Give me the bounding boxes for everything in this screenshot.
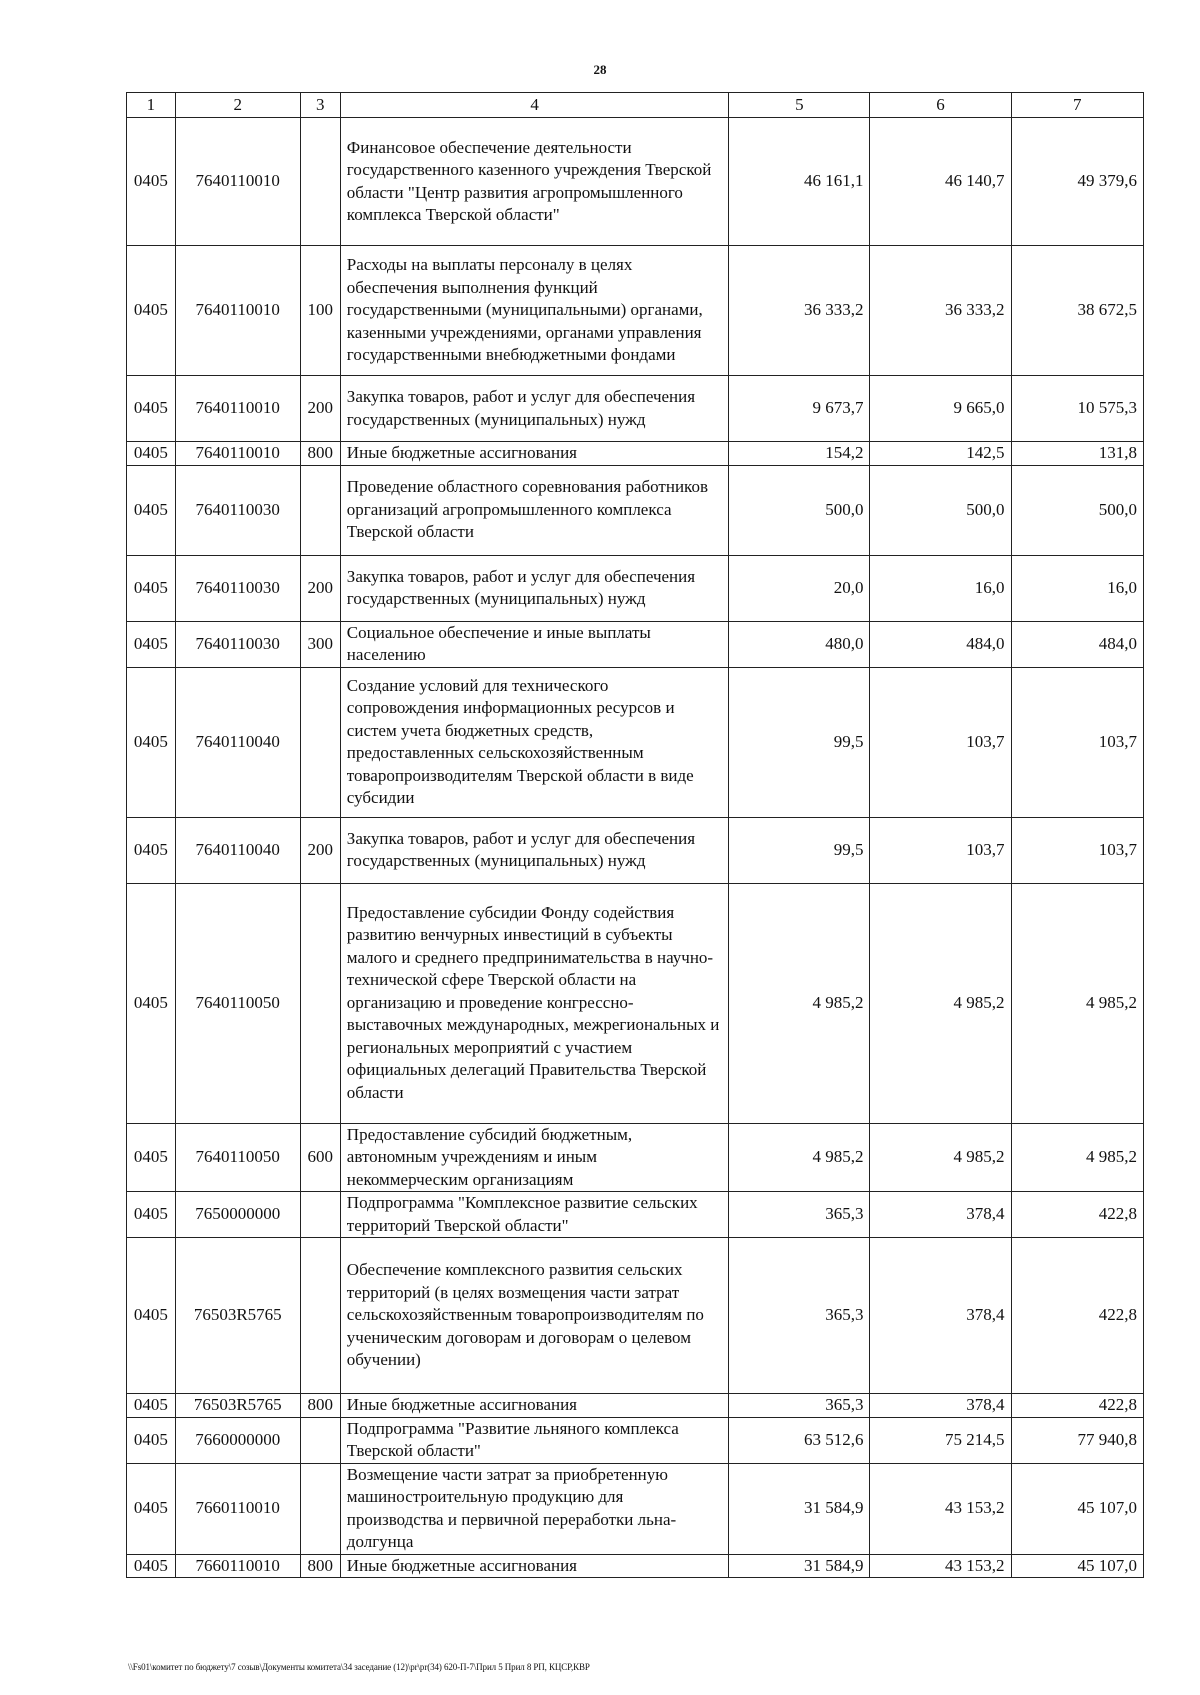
value-col6-cell: 378,4 [870, 1192, 1011, 1238]
value-col7-cell: 103,7 [1011, 667, 1143, 817]
target-code-cell: 7650000000 [175, 1192, 300, 1238]
value-col5-cell: 99,5 [729, 667, 870, 817]
value-col6-cell: 36 333,2 [870, 246, 1011, 376]
section-code-cell: 0405 [127, 817, 176, 883]
column-header: 5 [729, 93, 870, 118]
column-header: 6 [870, 93, 1011, 118]
table-row [127, 442, 1144, 466]
target-code-cell: 7640110040 [175, 817, 300, 883]
value-col6-cell: 500,0 [870, 465, 1011, 555]
table-row [127, 1417, 1144, 1463]
value-col6-cell: 43 153,2 [870, 1554, 1011, 1578]
value-col6-cell: 16,0 [870, 555, 1011, 621]
target-code-cell: 7640110010 [175, 442, 300, 466]
section-code-cell: 0405 [127, 667, 176, 817]
value-col6-cell: 4 985,2 [870, 1123, 1011, 1192]
value-col7-cell: 45 107,0 [1011, 1463, 1143, 1554]
column-header: 4 [340, 93, 729, 118]
target-code-cell: 7640110010 [175, 376, 300, 442]
table-row [127, 246, 1144, 376]
page-number: 28 [593, 62, 607, 77]
item-name-cell: Социальное обеспечение и иные выплаты населению [340, 621, 729, 667]
target-code-cell: 7660000000 [175, 1417, 300, 1463]
expense-type-cell: 800 [300, 1554, 340, 1578]
section-code-cell: 0405 [127, 246, 176, 376]
target-code-cell: 76503R5765 [175, 1394, 300, 1418]
value-col7-cell: 10 575,3 [1011, 376, 1143, 442]
column-header: 1 [127, 93, 176, 118]
value-col7-cell: 422,8 [1011, 1192, 1143, 1238]
section-code-cell: 0405 [127, 621, 176, 667]
expense-type-cell [300, 667, 340, 817]
value-col5-cell: 480,0 [729, 621, 870, 667]
section-code-cell: 0405 [127, 1394, 176, 1418]
table-row [127, 883, 1144, 1123]
value-col5-cell: 31 584,9 [729, 1554, 870, 1578]
expense-type-cell [300, 465, 340, 555]
budget-table [126, 92, 1144, 1578]
item-name-cell: Предоставление субсидий бюджетным, автономным учреждениям и иным некоммерческим организациям [340, 1123, 729, 1192]
target-code-cell: 76503R5765 [175, 1238, 300, 1394]
expense-type-cell: 600 [300, 1123, 340, 1192]
item-name-cell: Обеспечение комплексного развития сельских территорий (в целях возмещения части затрат сельскохозяйственным товаропроизводителям по ученическим договорам и договорам о целевом обучении) [340, 1238, 729, 1394]
target-code-cell: 7640110010 [175, 118, 300, 246]
value-col5-cell: 9 673,7 [729, 376, 870, 442]
value-col5-cell: 4 985,2 [729, 1123, 870, 1192]
value-col6-cell: 9 665,0 [870, 376, 1011, 442]
expense-type-cell: 800 [300, 442, 340, 466]
table-row [127, 465, 1144, 555]
table-body [127, 118, 1144, 1578]
value-col7-cell: 4 985,2 [1011, 1123, 1143, 1192]
expense-type-cell: 300 [300, 621, 340, 667]
expense-type-cell [300, 883, 340, 1123]
table-row [127, 1238, 1144, 1394]
column-header: 3 [300, 93, 340, 118]
expense-type-cell: 200 [300, 555, 340, 621]
value-col6-cell: 103,7 [870, 667, 1011, 817]
item-name-cell: Финансовое обеспечение деятельности государственного казенного учреждения Тверской области "Центр развития агропромышленного комплекса Тверской области" [340, 118, 729, 246]
value-col5-cell: 4 985,2 [729, 883, 870, 1123]
item-name-cell: Закупка товаров, работ и услуг для обеспечения государственных (муниципальных) нужд [340, 376, 729, 442]
item-name-cell: Закупка товаров, работ и услуг для обеспечения государственных (муниципальных) нужд [340, 817, 729, 883]
value-col7-cell: 4 985,2 [1011, 883, 1143, 1123]
value-col7-cell: 103,7 [1011, 817, 1143, 883]
value-col5-cell: 500,0 [729, 465, 870, 555]
header-row [127, 93, 1144, 118]
table-row [127, 1394, 1144, 1418]
value-col7-cell: 45 107,0 [1011, 1554, 1143, 1578]
item-name-cell: Иные бюджетные ассигнования [340, 442, 729, 466]
target-code-cell: 7640110040 [175, 667, 300, 817]
table-row [127, 118, 1144, 246]
value-col6-cell: 46 140,7 [870, 118, 1011, 246]
section-code-cell: 0405 [127, 1238, 176, 1394]
item-name-cell: Подпрограмма "Развитие льняного комплекса Тверской области" [340, 1417, 729, 1463]
table-row [127, 1192, 1144, 1238]
expense-type-cell [300, 1417, 340, 1463]
section-code-cell: 0405 [127, 1417, 176, 1463]
section-code-cell: 0405 [127, 1192, 176, 1238]
column-header: 7 [1011, 93, 1143, 118]
item-name-cell: Подпрограмма "Комплексное развитие сельских территорий Тверской области" [340, 1192, 729, 1238]
value-col6-cell: 378,4 [870, 1238, 1011, 1394]
value-col6-cell: 378,4 [870, 1394, 1011, 1418]
value-col7-cell: 49 379,6 [1011, 118, 1143, 246]
expense-type-cell: 800 [300, 1394, 340, 1418]
item-name-cell: Закупка товаров, работ и услуг для обеспечения государственных (муниципальных) нужд [340, 555, 729, 621]
value-col7-cell: 77 940,8 [1011, 1417, 1143, 1463]
value-col5-cell: 365,3 [729, 1394, 870, 1418]
value-col7-cell: 484,0 [1011, 621, 1143, 667]
item-name-cell: Предоставление субсидии Фонду содействия развитию венчурных инвестиций в субъекты малого и среднего предпринимательства в научно-технической сфере Тверской области на организацию и проведение конгрессно-выставочных международных, межрегиональных и региональных мероприятий с участием официальных делегаций Правительства Тверской области [340, 883, 729, 1123]
item-name-cell: Иные бюджетные ассигнования [340, 1554, 729, 1578]
target-code-cell: 7660110010 [175, 1554, 300, 1578]
target-code-cell: 7640110010 [175, 246, 300, 376]
target-code-cell: 7660110010 [175, 1463, 300, 1554]
value-col7-cell: 38 672,5 [1011, 246, 1143, 376]
value-col6-cell: 4 985,2 [870, 883, 1011, 1123]
section-code-cell: 0405 [127, 1123, 176, 1192]
expense-type-cell [300, 1238, 340, 1394]
item-name-cell: Иные бюджетные ассигнования [340, 1394, 729, 1418]
value-col5-cell: 365,3 [729, 1238, 870, 1394]
value-col6-cell: 484,0 [870, 621, 1011, 667]
value-col5-cell: 31 584,9 [729, 1463, 870, 1554]
column-header: 2 [175, 93, 300, 118]
expense-type-cell [300, 118, 340, 246]
expense-type-cell [300, 1463, 340, 1554]
footer-file-path: \\Fs01\комитет по бюджету\7 созыв\Документы комитета\34 заседание (12)\pr\pr(34) 620-П-7\Прил 5 Прил 8 РП, КЦСР,КВР [128, 1662, 590, 1672]
value-col6-cell: 75 214,5 [870, 1417, 1011, 1463]
target-code-cell: 7640110030 [175, 621, 300, 667]
value-col7-cell: 422,8 [1011, 1394, 1143, 1418]
table-row [127, 667, 1144, 817]
item-name-cell: Расходы на выплаты персоналу в целях обеспечения выполнения функций государственными (муниципальными) органами, казенными учреждениями, органами управления государственными внебюджетными фондами [340, 246, 729, 376]
value-col7-cell: 131,8 [1011, 442, 1143, 466]
value-col5-cell: 63 512,6 [729, 1417, 870, 1463]
expense-type-cell [300, 1192, 340, 1238]
section-code-cell: 0405 [127, 442, 176, 466]
value-col7-cell: 16,0 [1011, 555, 1143, 621]
value-col5-cell: 20,0 [729, 555, 870, 621]
expense-type-cell: 200 [300, 817, 340, 883]
section-code-cell: 0405 [127, 1463, 176, 1554]
value-col5-cell: 365,3 [729, 1192, 870, 1238]
section-code-cell: 0405 [127, 376, 176, 442]
section-code-cell: 0405 [127, 1554, 176, 1578]
table-row [127, 1123, 1144, 1192]
table-row [127, 621, 1144, 667]
value-col5-cell: 36 333,2 [729, 246, 870, 376]
table-row [127, 555, 1144, 621]
value-col6-cell: 43 153,2 [870, 1463, 1011, 1554]
item-name-cell: Возмещение части затрат за приобретенную машиностроительную продукцию для производства и первичной переработки льна-долгунца [340, 1463, 729, 1554]
value-col5-cell: 46 161,1 [729, 118, 870, 246]
target-code-cell: 7640110050 [175, 883, 300, 1123]
section-code-cell: 0405 [127, 555, 176, 621]
section-code-cell: 0405 [127, 465, 176, 555]
value-col6-cell: 103,7 [870, 817, 1011, 883]
target-code-cell: 7640110050 [175, 1123, 300, 1192]
target-code-cell: 7640110030 [175, 555, 300, 621]
value-col7-cell: 422,8 [1011, 1238, 1143, 1394]
value-col7-cell: 500,0 [1011, 465, 1143, 555]
section-code-cell: 0405 [127, 118, 176, 246]
item-name-cell: Проведение областного соревнования работников организаций агропромышленного комплекса Тверской области [340, 465, 729, 555]
expense-type-cell: 200 [300, 376, 340, 442]
value-col6-cell: 142,5 [870, 442, 1011, 466]
table-row [127, 1554, 1144, 1578]
section-code-cell: 0405 [127, 883, 176, 1123]
value-col5-cell: 154,2 [729, 442, 870, 466]
target-code-cell: 7640110030 [175, 465, 300, 555]
item-name-cell: Создание условий для технического сопровождения информационных ресурсов и систем учета бюджетных средств, предоставленных сельскохозяйственным товаропроизводителям Тверской области в виде субсидии [340, 667, 729, 817]
value-col5-cell: 99,5 [729, 817, 870, 883]
table-row [127, 1463, 1144, 1554]
expense-type-cell: 100 [300, 246, 340, 376]
table-row [127, 817, 1144, 883]
table-row [127, 376, 1144, 442]
